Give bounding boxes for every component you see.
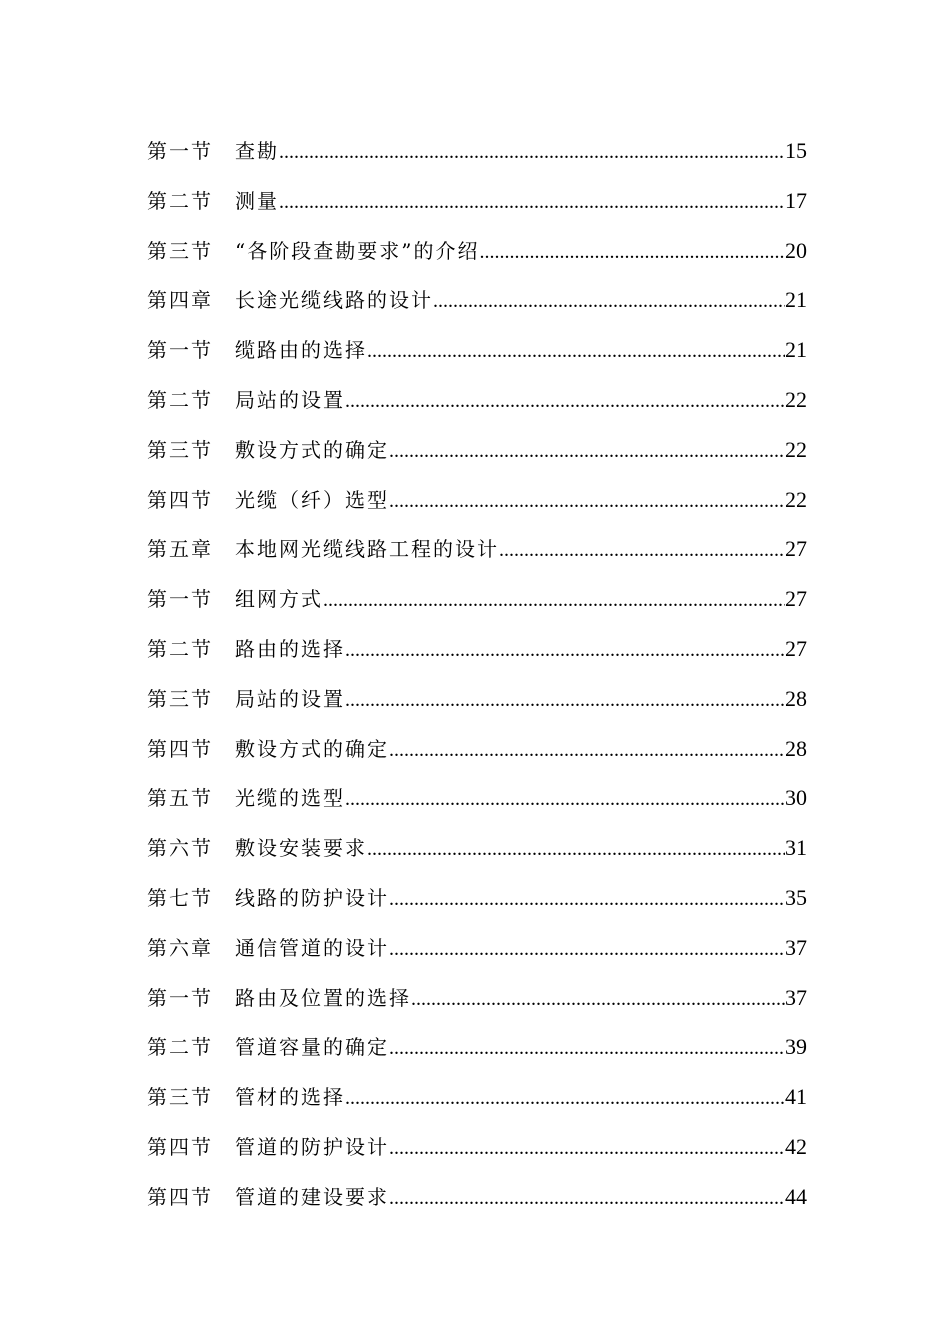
toc-entry-title: 局站的设置 bbox=[235, 686, 345, 711]
dot-leader bbox=[479, 228, 785, 278]
toc-entry-title: 光缆（纤）选型 bbox=[235, 487, 389, 512]
toc-entry-label: 第一节 bbox=[147, 139, 213, 163]
toc-entry-label: 第五节 bbox=[147, 786, 213, 811]
toc-entry-title: 路由的选择 bbox=[235, 636, 345, 661]
toc-entry-page-number: 37 bbox=[785, 984, 807, 1010]
toc-entry[interactable] bbox=[147, 1122, 807, 1172]
dot-leader bbox=[389, 925, 785, 975]
toc-entry[interactable] bbox=[147, 923, 807, 973]
dot-leader bbox=[345, 626, 785, 676]
toc-entry-page-number: 28 bbox=[785, 735, 807, 761]
toc-entry[interactable] bbox=[147, 475, 807, 525]
toc-entry-title: 局站的设置 bbox=[235, 387, 345, 412]
toc-entry-title: 敷设方式的确定 bbox=[235, 736, 389, 761]
dot-leader bbox=[323, 576, 785, 626]
toc-entry-page-number: 31 bbox=[785, 835, 807, 861]
toc-entry-label: 第一节 bbox=[147, 338, 213, 363]
dot-leader bbox=[389, 477, 785, 527]
toc-entry-page-number: 39 bbox=[785, 1034, 807, 1060]
toc-entry-page-number: 21 bbox=[785, 287, 807, 313]
toc-entry-title: 缆路由的选择 bbox=[235, 338, 367, 363]
toc-entry-label: 第六节 bbox=[147, 836, 213, 861]
toc-entry-label: 第二节 bbox=[147, 1035, 213, 1060]
toc-entry-title: 路由及位置的选择 bbox=[235, 985, 411, 1010]
toc-entry-label: 第四节 bbox=[147, 487, 213, 512]
toc-entry-title: 组网方式 bbox=[235, 587, 323, 612]
toc-entry-label: 第二节 bbox=[147, 387, 213, 412]
toc-entry-title: 管道容量的确定 bbox=[235, 1035, 389, 1060]
toc-entry-label: 第四节 bbox=[147, 736, 213, 761]
toc-entry-label: 第六章 bbox=[147, 935, 213, 960]
toc-entry-label: 第三节 bbox=[147, 238, 213, 263]
toc-entry[interactable] bbox=[147, 624, 807, 674]
toc-entry[interactable] bbox=[147, 574, 807, 624]
toc-entry-title: 管道的建设要求 bbox=[235, 1184, 389, 1209]
toc-entry[interactable] bbox=[147, 674, 807, 724]
toc-entry-title: 光缆的选型 bbox=[235, 786, 345, 811]
toc-entry-page-number: 28 bbox=[785, 685, 807, 711]
dot-leader bbox=[411, 975, 785, 1025]
toc-entry-title: 通信管道的设计 bbox=[235, 935, 389, 960]
toc-entry[interactable] bbox=[147, 724, 807, 774]
toc-entry-title: 管材的选择 bbox=[235, 1085, 345, 1110]
toc-entry[interactable] bbox=[147, 823, 807, 873]
dot-leader bbox=[389, 1124, 785, 1174]
dot-leader bbox=[279, 128, 785, 178]
toc-entry-title: 敷设方式的确定 bbox=[235, 437, 389, 462]
dot-leader bbox=[389, 875, 785, 925]
dot-leader bbox=[389, 1024, 785, 1074]
dot-leader bbox=[279, 178, 785, 228]
toc-entry[interactable] bbox=[147, 1072, 807, 1122]
table-of-contents bbox=[147, 126, 807, 1222]
toc-entry-page-number: 27 bbox=[785, 635, 807, 661]
toc-entry[interactable] bbox=[147, 1022, 807, 1072]
toc-entry[interactable] bbox=[147, 524, 807, 574]
toc-entry-page-number: 44 bbox=[785, 1183, 807, 1209]
toc-entry-title: 敷设安装要求 bbox=[235, 836, 367, 861]
toc-entry-label: 第三节 bbox=[147, 1085, 213, 1110]
toc-entry-label: 第七节 bbox=[147, 885, 213, 910]
toc-entry-title: 长途光缆线路的设计 bbox=[235, 288, 433, 313]
toc-entry[interactable] bbox=[147, 973, 807, 1023]
toc-entry-page-number: 22 bbox=[785, 436, 807, 462]
toc-entry[interactable] bbox=[147, 126, 807, 176]
toc-entry[interactable] bbox=[147, 325, 807, 375]
toc-entry-title: 测量 bbox=[235, 188, 279, 213]
dot-leader bbox=[367, 327, 785, 377]
toc-entry[interactable] bbox=[147, 773, 807, 823]
toc-entry[interactable] bbox=[147, 425, 807, 475]
toc-entry[interactable] bbox=[147, 226, 807, 276]
dot-leader bbox=[499, 526, 785, 576]
toc-entry-page-number: 41 bbox=[785, 1084, 807, 1110]
toc-entry[interactable] bbox=[147, 375, 807, 425]
toc-entry-page-number: 22 bbox=[785, 386, 807, 412]
toc-entry-title: 本地网光缆线路工程的设计 bbox=[235, 537, 499, 562]
toc-entry-page-number: 20 bbox=[785, 237, 807, 263]
toc-entry[interactable] bbox=[147, 275, 807, 325]
toc-entry-label: 第一节 bbox=[147, 587, 213, 612]
dot-leader bbox=[433, 277, 785, 327]
toc-entry-page-number: 21 bbox=[785, 337, 807, 363]
toc-entry-label: 第一节 bbox=[147, 985, 213, 1010]
toc-entry[interactable] bbox=[147, 176, 807, 226]
toc-entry-page-number: 15 bbox=[785, 138, 807, 163]
toc-entry-label: 第四章 bbox=[147, 288, 213, 313]
dot-leader bbox=[389, 726, 785, 776]
toc-entry-page-number: 17 bbox=[785, 187, 807, 213]
dot-leader bbox=[389, 1174, 785, 1224]
toc-entry-label: 第五章 bbox=[147, 537, 213, 562]
toc-entry-label: 第三节 bbox=[147, 437, 213, 462]
toc-entry-title: 线路的防护设计 bbox=[235, 885, 389, 910]
toc-entry-label: 第四节 bbox=[147, 1134, 213, 1159]
dot-leader bbox=[345, 676, 785, 726]
toc-entry-title: “各阶段查勘要求”的介绍 bbox=[235, 238, 480, 263]
toc-entry-page-number: 37 bbox=[785, 934, 807, 960]
toc-entry[interactable] bbox=[147, 873, 807, 923]
dot-leader bbox=[389, 427, 785, 477]
toc-entry-title: 查勘 bbox=[235, 139, 279, 163]
dot-leader bbox=[345, 775, 785, 825]
toc-entry-title: 管道的防护设计 bbox=[235, 1134, 389, 1159]
toc-entry-label: 第二节 bbox=[147, 636, 213, 661]
toc-entry-page-number: 35 bbox=[785, 884, 807, 910]
toc-entry-label: 第二节 bbox=[147, 188, 213, 213]
dot-leader bbox=[367, 825, 785, 875]
dot-leader bbox=[345, 1074, 785, 1124]
toc-entry-page-number: 27 bbox=[785, 586, 807, 612]
toc-entry-page-number: 42 bbox=[785, 1133, 807, 1159]
dot-leader bbox=[345, 377, 785, 427]
toc-entry-label: 第三节 bbox=[147, 686, 213, 711]
toc-entry-label: 第四节 bbox=[147, 1184, 213, 1209]
toc-entry-page-number: 30 bbox=[785, 785, 807, 811]
toc-entry-page-number: 22 bbox=[785, 486, 807, 512]
toc-entry-page-number: 27 bbox=[785, 536, 807, 562]
toc-entry[interactable] bbox=[147, 1172, 807, 1222]
